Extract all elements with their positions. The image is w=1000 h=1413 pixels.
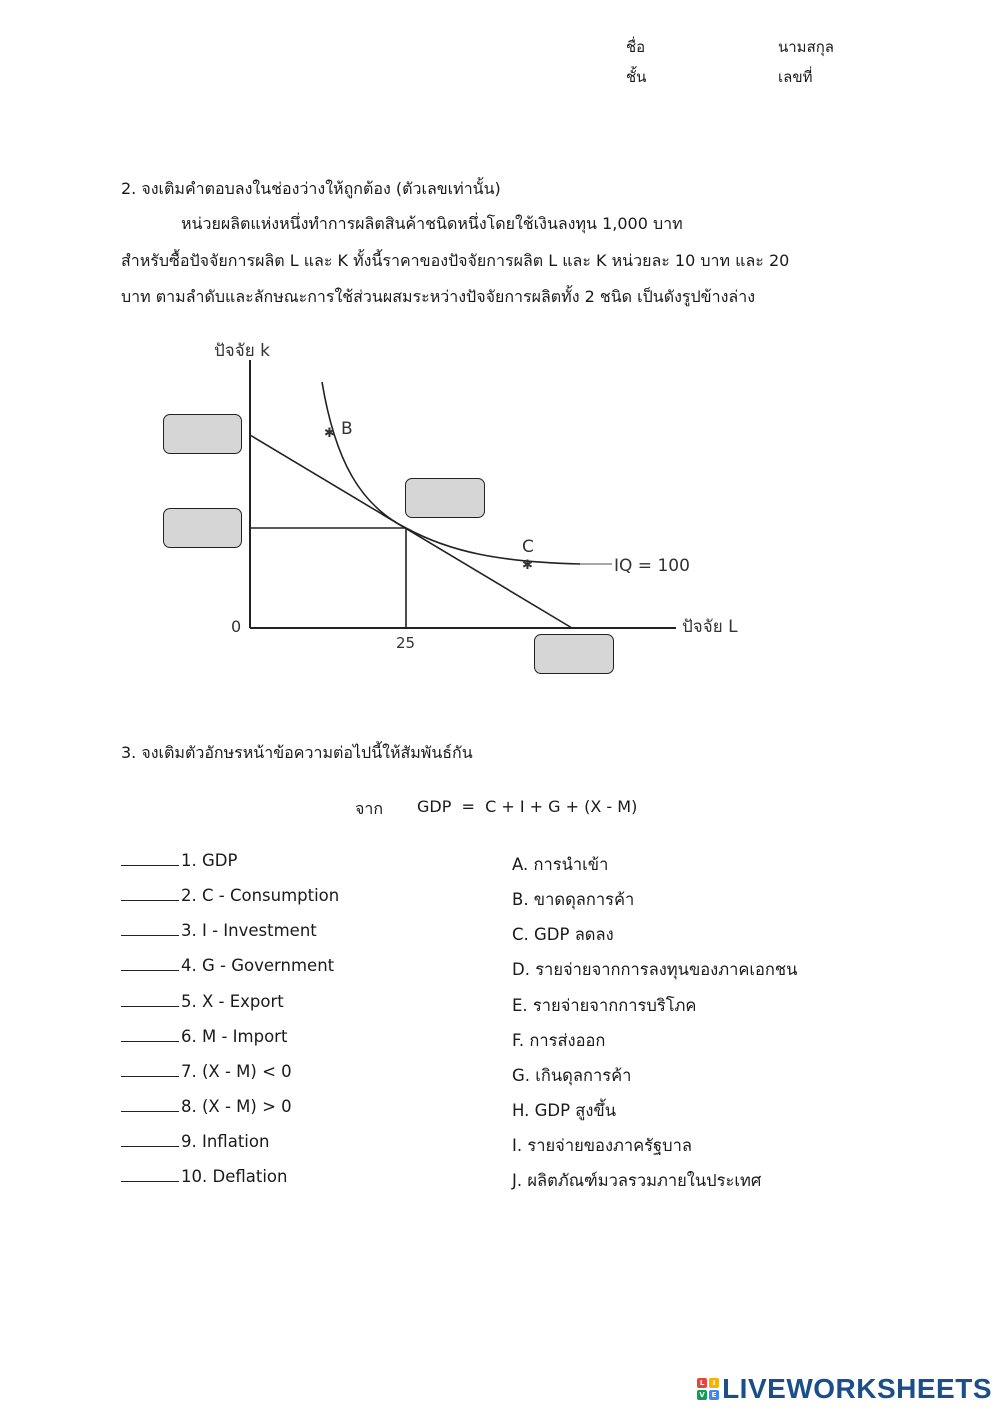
match-right-item: B. ขาดดุลการค้า — [512, 890, 635, 909]
match-right-item: I. รายจ่ายของภาครัฐบาล — [512, 1136, 692, 1155]
match-right-item: F. การส่งออก — [512, 1031, 606, 1050]
gdp-equation: GDP = C + I + G + (X - M) — [417, 797, 638, 816]
liveworksheets-brand — [697, 1373, 992, 1405]
match-left-item: 3. I - Investment — [121, 921, 317, 940]
match-right-item: E. รายจ่ายจากการบริโภค — [512, 996, 697, 1015]
match-left-item: 10. Deflation — [121, 1167, 287, 1186]
origin-label: 0 — [231, 617, 242, 636]
answer-blank[interactable] — [121, 886, 179, 901]
match-left-item: 9. Inflation — [121, 1132, 269, 1151]
match-right-item: D. รายจ่ายจากการลงทุนของภาคเอกชน — [512, 960, 798, 979]
point-c-marker: ✱ — [522, 558, 533, 573]
surname-label: นามสกุล — [778, 38, 834, 56]
question2-line2: สำหรับซื้อปัจจัยการผลิต L และ K ทั้งนี้ราคาของปัจจัยการผลิต L และ K หน่วยละ 10 บาท และ 20 — [121, 251, 790, 270]
isoquant-graph — [0, 330, 1000, 690]
match-left-item: 1. GDP — [121, 851, 237, 870]
answer-blank[interactable] — [121, 956, 179, 971]
match-left-item: 5. X - Export — [121, 992, 284, 1011]
isoquant-curve — [322, 382, 580, 564]
k-optimal-answer-box[interactable] — [163, 508, 242, 548]
match-left-item: 4. G - Government — [121, 956, 334, 975]
answer-blank[interactable] — [121, 1062, 179, 1077]
k-intercept-answer-box[interactable] — [163, 414, 242, 454]
point-c-label: C — [522, 537, 534, 557]
answer-blank[interactable] — [121, 921, 179, 936]
answer-blank[interactable] — [121, 1097, 179, 1112]
name-label: ชื่อ — [626, 38, 646, 56]
question2-line3: บาท ตามลำดับและลักษณะการใช้ส่วนผสมระหว่างปัจจัยการผลิตทั้ง 2 ชนิด เป็นดังรูปข้างล่าง — [121, 287, 755, 306]
point-b-label: B — [341, 419, 353, 439]
answer-blank[interactable] — [121, 1132, 179, 1147]
l-intercept-answer-box[interactable] — [534, 634, 614, 674]
tangent-point-answer-box[interactable] — [405, 478, 485, 518]
number-label: เลขที่ — [778, 68, 813, 86]
match-left-item: 8. (X - M) > 0 — [121, 1097, 292, 1116]
question2-line1: หน่วยผลิตแห่งหนึ่งทำการผลิตสินค้าชนิดหนึ่งโดยใช้เงินลงทุน 1,000 บาท — [181, 214, 683, 233]
match-right-item: C. GDP ลดลง — [512, 925, 614, 944]
question3-title: 3. จงเติมตัวอักษรหน้าข้อความต่อไปนี้ให้สัมพันธ์กัน — [121, 743, 473, 762]
match-right-item: A. การนำเข้า — [512, 855, 609, 874]
equation-prefix: จาก — [355, 799, 384, 818]
match-right-item: H. GDP สูงขึ้น — [512, 1101, 616, 1120]
question2-title: 2. จงเติมคำตอบลงในช่องว่างให้ถูกต้อง (ตัวเลขเท่านั้น) — [121, 179, 501, 198]
liveworksheets-logo-icon: L I V E — [697, 1378, 719, 1400]
class-label: ชั้น — [626, 68, 647, 86]
answer-blank[interactable] — [121, 851, 179, 866]
match-right-item: G. เกินดุลการค้า — [512, 1066, 632, 1085]
answer-blank[interactable] — [121, 1027, 179, 1042]
match-left-item: 7. (X - M) < 0 — [121, 1062, 292, 1081]
y-axis-label: ปัจจัย k — [214, 341, 270, 361]
x-axis-label: ปัจจัย L — [682, 617, 738, 637]
x-tick-label: 25 — [396, 634, 416, 652]
match-right-item: J. ผลิตภัณฑ์มวลรวมภายในประเทศ — [512, 1171, 762, 1190]
match-left-item: 6. M - Import — [121, 1027, 287, 1046]
answer-blank[interactable] — [121, 992, 179, 1007]
brand-name: LIVEWORKSHEETS — [722, 1373, 992, 1404]
isoquant-label: IQ = 100 — [614, 556, 690, 576]
match-left-item: 2. C - Consumption — [121, 886, 339, 905]
answer-blank[interactable] — [121, 1167, 179, 1182]
point-b-marker: ✱ — [324, 426, 335, 441]
